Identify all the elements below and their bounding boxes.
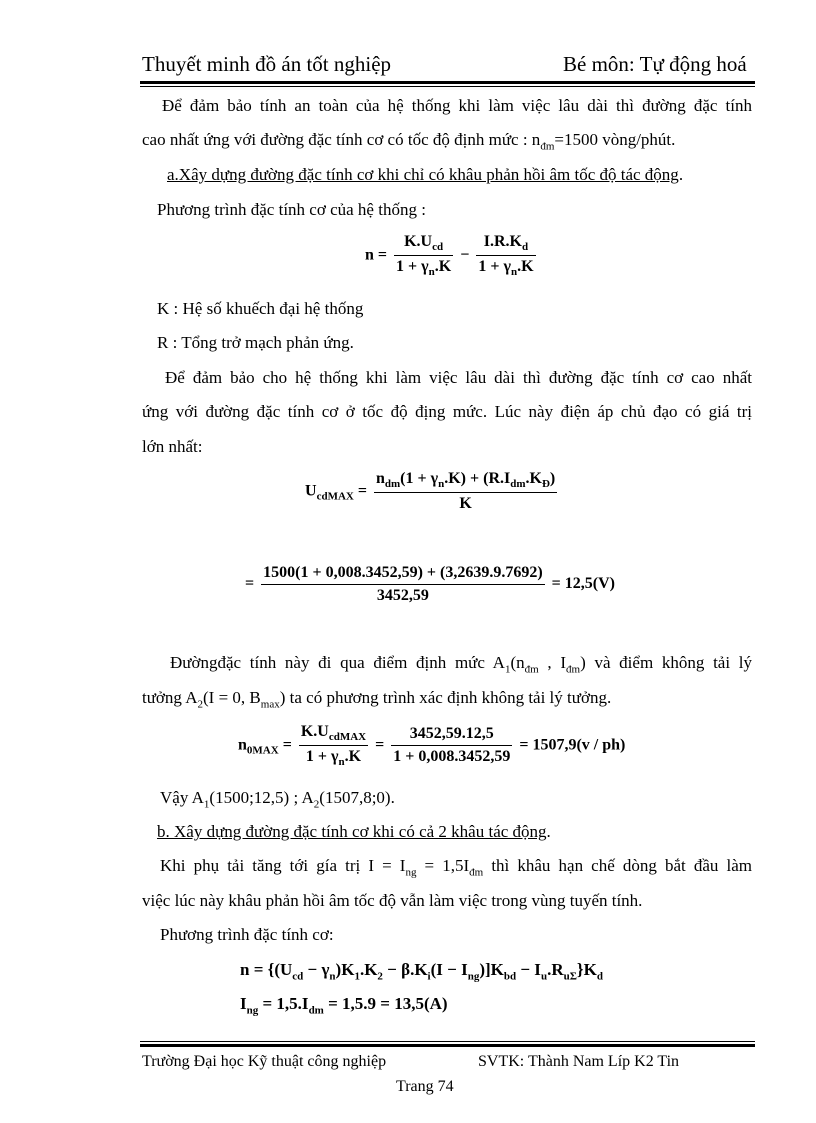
paragraph-3-line-1: Đườngđặc tính này đi qua điểm định mức $A_1(n_{đm}$ , $I_{đm}$) và điểm không tải lý bbox=[170, 653, 752, 676]
paragraph-3-line-2: tưởng $A_2(I = 0$, $B_{max}$) ta có phương trình xác định không tải lý tưởng. bbox=[142, 688, 612, 711]
paragraph-1-line-2: cao nhất ứng với đường đặc tính cơ có tốc độ định mức : $n_{đm}=1500$ vòng/phút. bbox=[142, 130, 676, 153]
definition-r: R : Tổng trở mạch phản ứng. bbox=[157, 333, 354, 352]
equation-4: $n_{0MAX}$ = $\frac{K.U_{cdMAX}}{1 + \gamma_n.K}$ = $\frac{3452,59.12,5}{1 + 0,008.3452,59}$ = 1507,9(v / ph) bbox=[238, 723, 626, 769]
equation-1: n = $\frac{K.U_{cd}}{1 + \gamma_n.K}$ − $\frac{I.R.K_d}{1 + \gamma_n.K}$ bbox=[365, 233, 534, 279]
equation-label-2: Phương trình đặc tính cơ: bbox=[160, 925, 334, 944]
footer-rule-thin bbox=[140, 1041, 755, 1042]
footer-school: Trường Đại học Kỹ thuật công nghiệp bbox=[142, 1053, 387, 1070]
definition-k: K : Hệ số khuếch đại hệ thống bbox=[157, 299, 364, 318]
footer-student: SVTK: Thành Nam Líp K2 Tin bbox=[478, 1053, 680, 1070]
paragraph-4-line-1: Khi phụ tải tăng tới gía trị $I = I_{ng} = 1,5I_{đm}$ thì khâu hạn chế dòng bắt đầu làm bbox=[160, 856, 753, 879]
equation-5: $n = \{(U_{cd} - \gamma_n)K_1.K_2 - \beta.K_i(I - I_{ng})]K_{bd} - I_u.R_{u\Sigma}\}K_d$ bbox=[240, 960, 603, 983]
header-rule-thin bbox=[140, 86, 755, 87]
paragraph-2-line-2: ứng với đường đặc tính cơ ở tốc độ địng mức. Lúc này điện áp chủ đạo có giá trị bbox=[142, 402, 752, 421]
result-points: Vậy $A_1(1500;12,5)$ ; $A_2(1507,8;0)$. bbox=[160, 788, 395, 811]
equation-2: $U_{cdMAX}$ = $\frac{n_{dm}(1 + \gamma_n.K) + (R.I_{dm}.K_Đ)}{K}$ bbox=[305, 470, 556, 513]
section-heading-a: a.Xây dựng đường đặc tính cơ khi chỉ có khâu phản hồi âm tốc độ tác động. bbox=[167, 165, 684, 184]
section-heading-b: b. Xây dựng đường đặc tính cơ khi có cả 2 khâu tác động. bbox=[157, 822, 551, 841]
footer-rule-thick bbox=[140, 1044, 755, 1047]
paragraph-2-line-3: lớn nhất: bbox=[142, 437, 203, 456]
header-title-left: Thuyết minh đồ án tốt nghiệp bbox=[142, 52, 392, 76]
page-number: Trang 74 bbox=[396, 1078, 454, 1095]
equation-3: = $\frac{1500(1 + 0,008.3452,59) + (3,2639.9.7692)}{3452,59}$ = 12,5(V) bbox=[245, 564, 615, 604]
paragraph-4-line-2: việc lúc này khâu phản hồi âm tốc độ vẫn làm việc trong vùng tuyến tính. bbox=[142, 891, 643, 910]
paragraph-1-line-1: Để đảm bảo tính an toàn của hệ thống khi làm việc lâu dài thì đường đặc tính bbox=[162, 96, 752, 115]
equation-6: $I_{ng} = 1,5.I_{dm} = 1,5.9 = 13,5(A)$ bbox=[240, 994, 448, 1017]
equation-label-1: Phương trình đặc tính cơ của hệ thống : bbox=[157, 200, 426, 219]
header-title-right: Bé môn: Tự động hoá bbox=[563, 52, 747, 76]
header-rule-thick bbox=[140, 81, 755, 84]
paragraph-2-line-1: Để đảm bảo cho hệ thống khi làm việc lâu dài thì đường đặc tính cơ cao nhất bbox=[165, 368, 752, 387]
